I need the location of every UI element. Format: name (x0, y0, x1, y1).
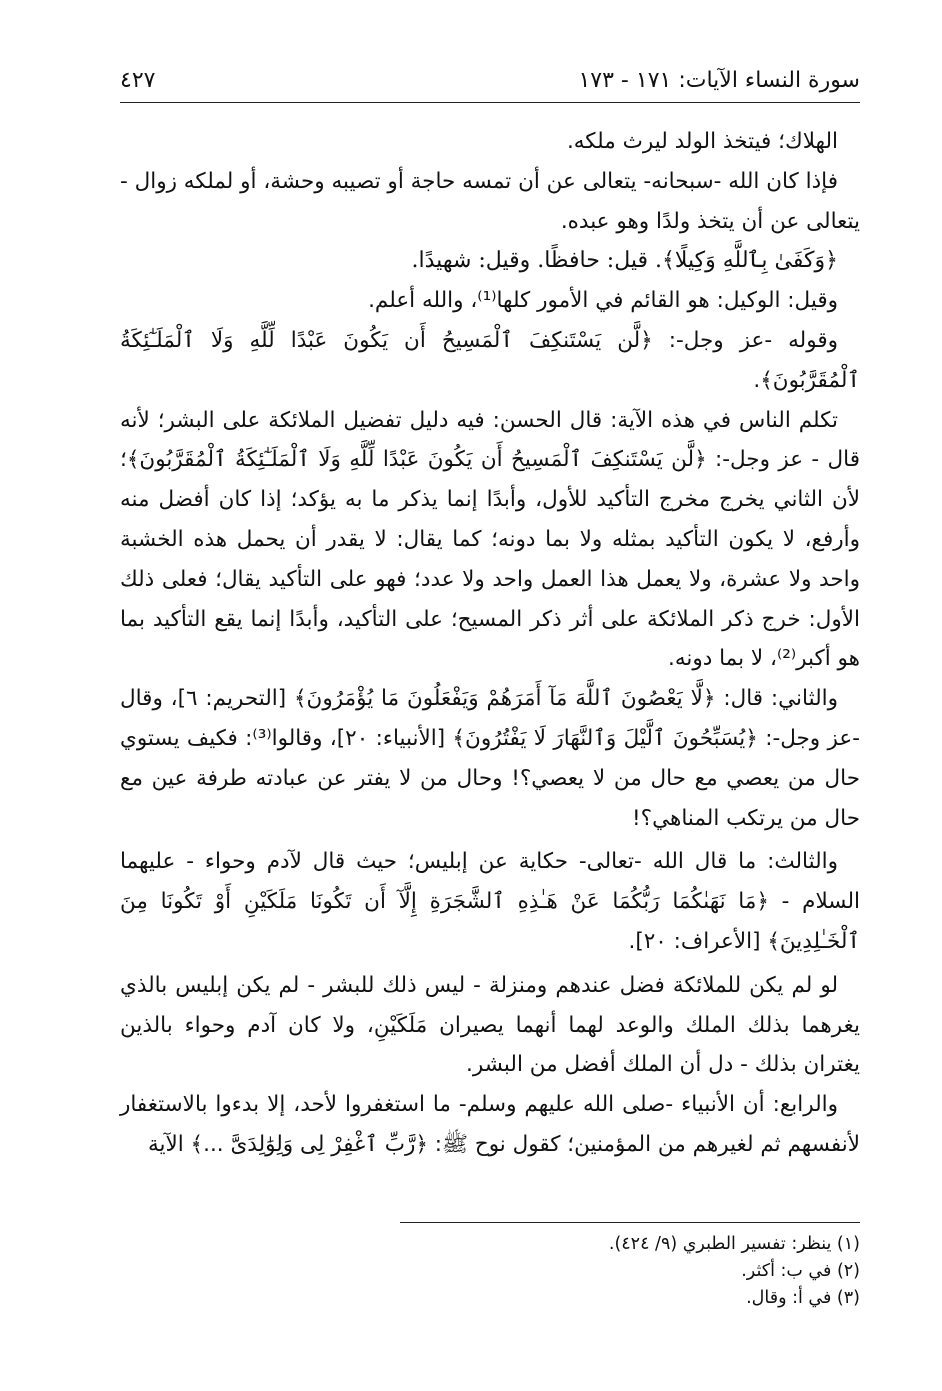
paragraph-4: وقيل: الوكيل: هو القائم في الأمور كلها⁽¹⁾، والله أعلم. (368, 288, 838, 314)
paragraph-7: والثاني: قال: ﴿لَّا يَعْصُونَ ٱللَّهَ مَآ أَمَرَهُمْ وَيَفْعَلُونَ مَا يُؤْمَرُونَ﴾ [التحريم: ٦]، وقال -عز وجل-: ﴿يُسَبِّحُونَ ٱلَّيْلَ وَٱلنَّهَارَ لَا يَفْتُرُونَ﴾ [الأنبياء: ٢٠]، وقالوا⁽³⁾: فكيف يستوي حال من يعصي مع حال من لا يعصي؟! وحال من لا يفتر عن عبادته طرفة عين مع حال من يرتكب المناهي؟! (120, 686, 860, 831)
footnote-2: (٢) في ب: أكثر. (741, 1261, 860, 1281)
footnote-3: (٣) في أ: وقال. (746, 1288, 860, 1308)
paragraph-1: الهلاك؛ فيتخذ الولد ليرث ملكه. (566, 129, 838, 154)
footnotes (400, 1222, 860, 1312)
paragraph-10: والرابع: أن الأنبياء -صلى الله عليهم وسلم- ما استغفروا لأحد، إلا بدءوا بالاستغفار لأنفسهم ثم لغيرهم من المؤمنين؛ كقول نوح ﷺ: ﴿رَّبِّ ٱغْفِرْ لِى وَلِوَٰلِدَىَّ ...﴾ الآية (120, 1092, 860, 1157)
page-number: ٤٢٧ (120, 67, 156, 93)
paragraph-9: لو لم يكن للملائكة فضل عندهم ومنزلة - ليس ذلك للبشر - لم يكن إبليس بالذي يغرهما بذلك الملك والوعد لهما أنهما يصيران مَلَكَيْنِ، ولا كان آدم وحواء بالذين يغتران بذلك - دل أن الملك أفضل من البشر. (120, 972, 860, 1078)
footnote-1: (١) ينظر: تفسير الطبري (٩/ ٤٢٤). (608, 1234, 860, 1254)
paragraph-2: فإذا كان الله -سبحانه- يتعالى عن أن تمسه حاجة أو تصيبه وحشة، أو لملكه زوال - يتعالى عن أن يتخذ ولدًا وهو عبده. (120, 168, 860, 234)
paragraph-6: تكلم الناس في هذه الآية: قال الحسن: فيه دليل تفضيل الملائكة على البشر؛ لأنه قال - عز وجل-: ﴿لَّن يَسْتَنكِفَ ٱلْمَسِيحُ أَن يَكُونَ عَبْدًا لِّلَّهِ وَلَا ٱلْمَلَـٰٓئِكَةُ ٱلْمُقَرَّبُونَ﴾؛ لأن الثاني يخرج مخرج التأكيد للأول، وأبدًا إنما يذكر ما به يؤكد؛ إذا كان أفضل منه وأرفع، لا يكون التأكيد بمثله ولا بما دونه؛ كما يقال: لا يقدر أن يحمل هذه الخشبة واحد ولا عشرة، ولا يعمل هذا العمل واحد ولا عدد؛ فهو على التأكيد يقال؛ فعلى ذلك الأول: خرج ذكر الملائكة على أثر ذكر المسيح؛ على التأكيد، وأبدًا إنما يقع التأكيد بما هو أكبر⁽²⁾، لا بما دونه. (120, 407, 860, 672)
surah-title: سورة النساء الآيات: ١٧١ - ١٧٣ (578, 67, 860, 93)
paragraph-5: وقوله -عز وجل-: ﴿لَّن يَسْتَنكِفَ ٱلْمَسِيحُ أَن يَكُونَ عَبْدًا لِّلَّهِ وَلَا ٱلْمَلَـٰٓئِكَةُ ٱلْمُقَرَّبُونَ﴾. (120, 327, 860, 393)
main-text (120, 122, 860, 1165)
paragraph-8: والثالث: ما قال الله -تعالى- حكاية عن إبليس؛ حيث قال لآدم وحواء - عليهما السلام - ﴿مَا نَهَىٰكُمَا رَبُّكُمَا عَنْ هَـٰذِهِ ٱلشَّجَرَةِ إِلَّآ أَن تَكُونَا مَلَكَيْنِ أَوْ تَكُونَا مِنَ ٱلْخَـٰلِدِينَ﴾ [الأعراف: ٢٠]. (120, 849, 860, 954)
paragraph-3: ﴿وَكَفَىٰ بِٱللَّهِ وَكِيلًا﴾. قيل: حافظًا. وقيل: شهيدًا. (411, 248, 838, 274)
running-header (120, 58, 860, 103)
